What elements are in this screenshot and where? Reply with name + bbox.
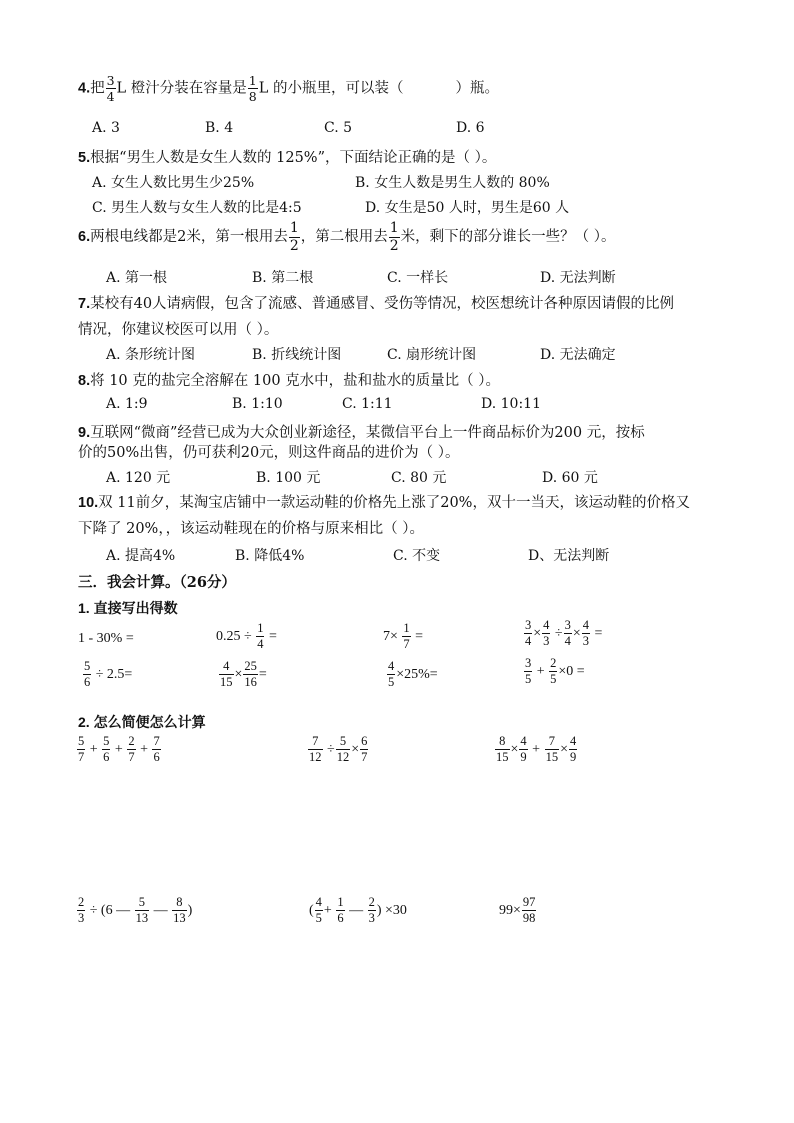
calc-item: $\frac{2}{3}$ ÷ (6 — $\frac{5}{13}$ — $\frac{8}{13}$ ) xyxy=(78,895,193,926)
question-number: 5. xyxy=(78,150,91,166)
calc-item: $\frac{7}{12}$ ÷ $\frac{5}{12}$ × $\frac{6}{7}$ xyxy=(309,734,368,765)
question-8: 8.将 10 克的盐完全溶解在 100 克水中，盐和盐水的质量比（ ）。 xyxy=(78,373,501,389)
calc-item: $\frac{8}{15}$ × $\frac{4}{9}$ + $\frac{7}{15}$ × $\frac{4}{9}$ xyxy=(496,734,577,765)
option: D、无法判断 xyxy=(528,548,610,564)
question-number: 6. xyxy=(78,229,91,246)
question-10-line-2: 下降了 20%，，该运动鞋现在的价格与原来相比（ ）。 xyxy=(78,521,424,537)
option: C. 1:11 xyxy=(342,396,393,412)
option: D. 无法判断 xyxy=(540,270,616,286)
option: A. 1:9 xyxy=(106,396,148,412)
fraction: $\frac{1}{2}$ xyxy=(289,220,299,254)
question-number: 10. xyxy=(78,495,99,511)
option: B. 降低4% xyxy=(235,548,305,564)
calc-item: $\frac{5}{6}$ ÷ 2.5= xyxy=(84,659,133,690)
option: A. 提高4% xyxy=(106,548,176,564)
option: C. 男生人数与女生人数的比是4:5 xyxy=(92,200,302,216)
option: A. 第一根 xyxy=(106,270,168,286)
calc-item: ( $\frac{4}{5}$ + $\frac{1}{6}$ — $\frac{2}{3}$ ) ×30 xyxy=(309,895,407,926)
option: C. 一样长 xyxy=(387,270,449,286)
option: B. 1:10 xyxy=(232,396,283,412)
option: B. 第二根 xyxy=(252,270,314,286)
calc-item: $\frac{4}{5}$ ×25%= xyxy=(388,659,438,690)
calc-item: 1 - 30% = xyxy=(78,631,134,646)
fraction: $\frac{1}{2}$ xyxy=(389,220,399,254)
question-9-line-2: 价的50%出售，仍可获利20元，则这件商品的进价为（ ）。 xyxy=(78,445,460,461)
fraction: $\frac{3}{4}$ xyxy=(106,73,115,105)
option: B. 折线统计图 xyxy=(252,347,342,363)
option: C. 5 xyxy=(324,120,353,136)
question-5: 5.根据“男生人数是女生人数的 125%”，下面结论正确的是（ ）。 xyxy=(78,150,497,166)
question-number: 7. xyxy=(78,296,91,312)
part-title: 2. 怎么简便怎么计算 xyxy=(78,714,206,730)
calc-item: 99× $\frac{97}{98}$ xyxy=(499,895,536,926)
calc-item: $\frac{4}{15}$ × $\frac{25}{16}$ = xyxy=(220,659,267,690)
option: C. 不变 xyxy=(393,548,441,564)
option: A. 3 xyxy=(92,120,120,136)
calc-item: 0.25 ÷ $\frac{1}{4}$ = xyxy=(216,621,277,652)
part-title: 1. 直接写出得数 xyxy=(78,600,178,616)
option: A. 女生人数比男生少25% xyxy=(92,175,255,191)
question-6: 6.两根电线都是2米，第一根用去 $\frac{1}{2}$ ，第二根用去 $\frac{1}{2}$ 米，剩下的部分谁长一些？（ ）。 xyxy=(78,220,616,254)
section-title: 三．我会计算。（26分） xyxy=(78,574,236,591)
calc-item: $\frac{5}{7}$ + $\frac{5}{6}$ + $\frac{2}{7}$ + $\frac{7}{6}$ xyxy=(78,734,160,765)
question-9: 9.互联网“微商”经营已成为大众创业新途径，某微信平台上一件商品标价为200 元，按标 xyxy=(78,425,645,441)
option: D. 女生是50 人时，男生是60 人 xyxy=(365,200,570,216)
calc-item: $\frac{3}{4}$ × $\frac{4}{3}$ ÷ $\frac{3}{4}$ × $\frac{4}{3}$ = xyxy=(525,618,603,649)
calc-item: $\frac{3}{5}$ + $\frac{2}{5}$ ×0 = xyxy=(525,656,585,687)
option: B. 4 xyxy=(205,120,234,136)
question-7: 7.某校有40人请病假，包含了流感、普通感冒、受伤等情况，校医想统计各种原因请假的比例 xyxy=(78,296,675,312)
option: B. 女生人数是男生人数的 80% xyxy=(355,175,550,191)
option: D. 无法确定 xyxy=(540,347,616,363)
fraction: $\frac{1}{8}$ xyxy=(248,73,257,105)
question-number: 9. xyxy=(78,425,91,441)
question-number: 4. xyxy=(78,80,91,97)
option: D. 60 元 xyxy=(542,470,598,486)
option: D. 6 xyxy=(456,120,485,136)
option: B. 100 元 xyxy=(256,470,321,486)
question-number: 8. xyxy=(78,373,91,389)
option: C. 扇形统计图 xyxy=(387,347,477,363)
option: A. 条形统计图 xyxy=(106,347,196,363)
option: A. 120 元 xyxy=(106,470,171,486)
option: D. 10:11 xyxy=(481,396,541,412)
calc-item: 7× $\frac{1}{7}$ = xyxy=(383,621,424,652)
question-10: 10.双 11前夕，某淘宝店铺中一款运动鞋的价格先上涨了20%，双十一当天，该运动鞋的价格又 xyxy=(78,495,690,511)
option: C. 80 元 xyxy=(391,470,447,486)
question-4: 4.把 $\frac{3}{4}$ L 橙汁分装在容量是 $\frac{1}{8}$ L 的小瓶里，可以装（ ）瓶。 xyxy=(78,73,499,105)
question-7-line-2: 情况，你建议校医可以用（ ）。 xyxy=(78,322,279,338)
